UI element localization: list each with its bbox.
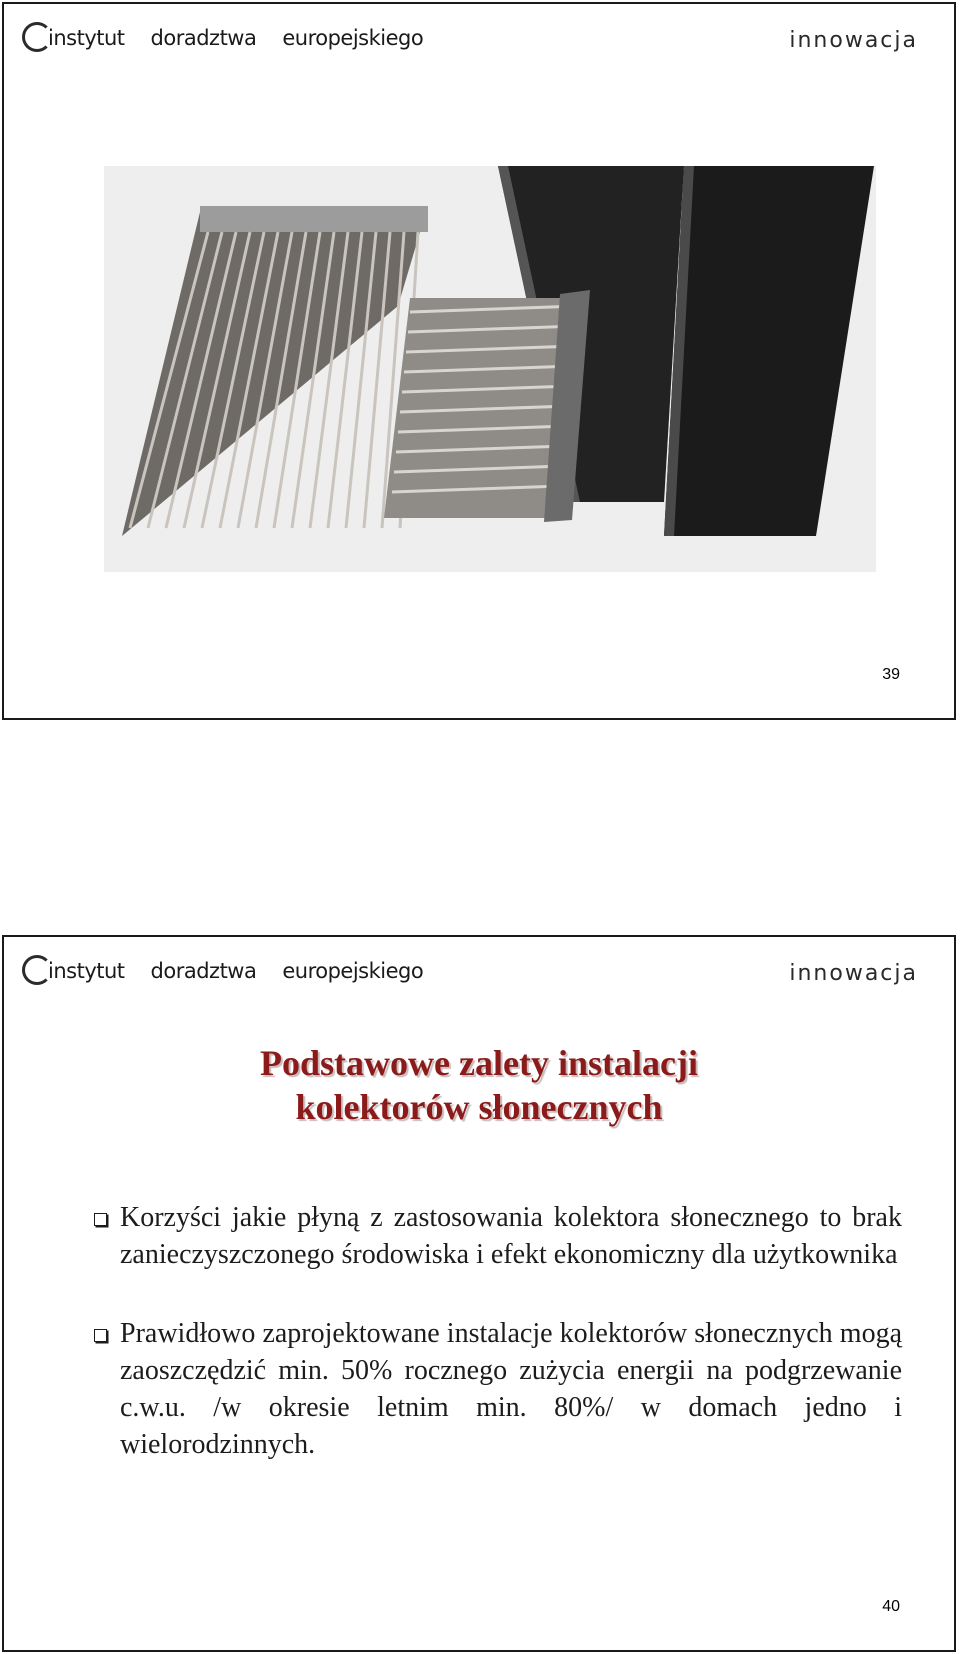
solar-collectors-photo [104, 166, 876, 572]
bullet-item [92, 1315, 902, 1463]
logo-word: doradztwa [150, 26, 257, 50]
logo-word: europejskiego [282, 959, 424, 983]
logo-word: doradztwa [150, 959, 257, 983]
checkbox-bullet-icon [94, 1329, 107, 1342]
page-number: 40 [882, 1598, 900, 1615]
bullet-text: Korzyści jakie płyną z zastosowania kolektora słonecznego to brak zanieczyszczonego środowiska i efekt ekonomiczny dla użytkownika [120, 1202, 902, 1270]
innowacja-logo: innowacja [789, 28, 918, 53]
title-line: kolektorów słonecznych [295, 1087, 663, 1127]
bullet-list [92, 1199, 902, 1463]
slide-title [4, 1041, 954, 1129]
checkbox-bullet-icon [94, 1213, 107, 1226]
logo-word: europejskiego [282, 26, 424, 50]
bullet-item [92, 1199, 902, 1273]
page-number: 39 [882, 666, 900, 683]
logo-word: instytut [48, 26, 125, 50]
title-line: Podstawowe zalety instalacji [260, 1043, 698, 1083]
bullet-text: Prawidłowo zaprojektowane instalacje kolektorów słonecznych mogą zaoszczędzić min. 50% rocznego zużycia energii na podgrzewanie c.w.u. /w okresie letnim min. 80%/ w domach jedno i wielorodzinnych. [120, 1318, 902, 1460]
slide-header [4, 4, 954, 66]
innowacja-logo: innowacja [789, 961, 918, 986]
logo-word: instytut [48, 959, 125, 983]
slide-header [4, 937, 954, 999]
slide-40 [2, 935, 956, 1652]
slide-39 [2, 2, 956, 720]
